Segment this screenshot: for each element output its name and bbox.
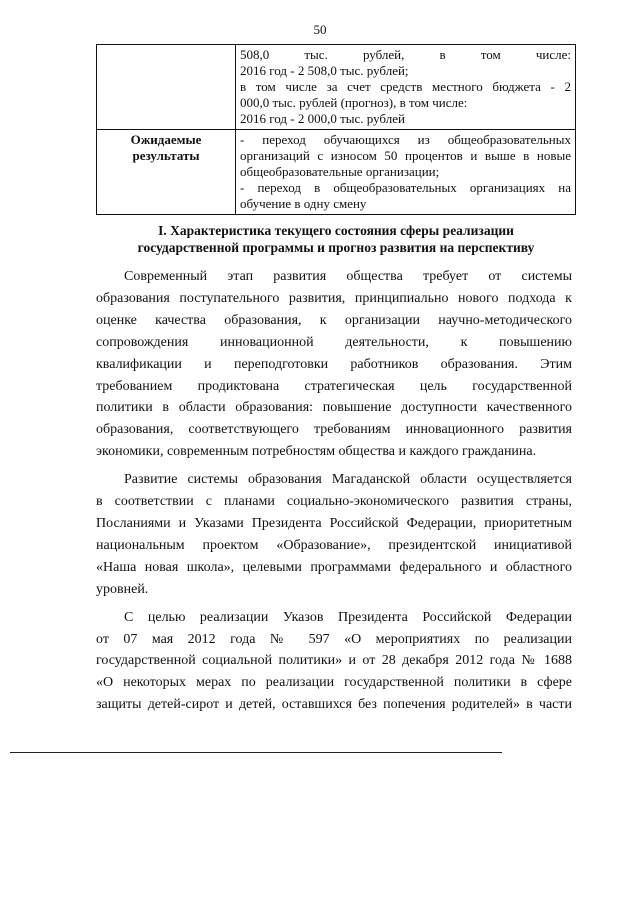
paragraph-line: «О некоторых мерах по реализации государственной политики в сфере bbox=[96, 675, 572, 691]
paragraph-line: образования, соответствующего требованиям инновационного развития bbox=[96, 422, 572, 438]
table-label-line: результаты bbox=[132, 148, 200, 163]
table-line: обучение в одну смену bbox=[240, 196, 367, 211]
table-line: 2016 год - 2 508,0 тыс. рублей; bbox=[240, 63, 409, 78]
paragraph-line: образования поступательного развития, принципиально нового подхода к bbox=[96, 290, 572, 306]
table-label-line: Ожидаемые bbox=[130, 132, 202, 147]
table-line: общеобразовательные организации; bbox=[240, 164, 440, 179]
program-summary-table bbox=[96, 44, 576, 215]
table-label-cell-empty bbox=[97, 45, 236, 130]
paragraph-line: национальным проектом «Образование», президентской инициативой bbox=[96, 537, 572, 553]
section-heading-line: государственной программы и прогноз развития на перспективу bbox=[137, 240, 535, 255]
table-line: - переход обучающихся из общеобразовательных bbox=[240, 132, 571, 147]
table-value-cell-funding bbox=[236, 45, 576, 130]
body-text bbox=[96, 266, 572, 722]
table-line: организаций с износом 50 процентов и выше в новые bbox=[240, 148, 571, 163]
table-row-funding bbox=[97, 45, 576, 130]
paragraph-line: квалификации и переподготовки работников образования. Этим bbox=[96, 356, 572, 372]
paragraph-line: защиты детей-сирот и детей, оставшихся без попечения родителей» в части bbox=[96, 697, 572, 713]
paragraph-line: оценке качества образования, к организации научно-методического bbox=[96, 312, 572, 328]
table-line: - переход в общеобразовательных организациях на bbox=[240, 180, 571, 195]
paragraph-line: в соответствии с планами социально-экономического развития страны, bbox=[96, 494, 572, 510]
paragraph-line: «Наша новая школа», целевыми программами федерального и областного bbox=[96, 559, 572, 575]
paragraph-2 bbox=[96, 469, 572, 600]
table-line: 508,0 тыс. рублей, в том числе: bbox=[240, 47, 571, 62]
table-value-cell-expected-results bbox=[236, 130, 576, 215]
paragraph-line: С целью реализации Указов Президента Российской Федерации bbox=[124, 609, 572, 625]
paragraph-3 bbox=[96, 607, 572, 717]
section-heading bbox=[96, 222, 576, 256]
table-line: 2016 год - 2 000,0 тыс. рублей bbox=[240, 111, 405, 126]
paragraph-line: требованием продиктована стратегическая цель государственной bbox=[96, 378, 572, 394]
table-line: в том числе за счет средств местного бюджета - 2 bbox=[240, 79, 571, 94]
paragraph-1 bbox=[96, 266, 572, 463]
page-number: 50 bbox=[313, 22, 327, 37]
footnote-separator-line bbox=[10, 752, 502, 753]
paragraph-line: Современный этап развития общества требует от системы bbox=[124, 269, 572, 284]
paragraph-line: Посланиями и Указами Президента Российской Федерации, приоритетным bbox=[96, 515, 572, 531]
paragraph-line: политики в области образования: повышение доступности качественного bbox=[96, 400, 572, 416]
paragraph-line: сопровождения инновационной деятельности, к повышению bbox=[96, 334, 572, 350]
paragraph-line: от 07 мая 2012 года № 597 «О мероприятиях по реализации bbox=[96, 631, 572, 647]
paragraph-line: Развитие системы образования Магаданской области осуществляется bbox=[124, 472, 572, 488]
table-line: 000,0 тыс. рублей (прогноз), в том числе: bbox=[240, 95, 468, 110]
table-label-cell-expected-results bbox=[97, 130, 236, 215]
paragraph-line: экономики, современным потребностям общества и каждого гражданина. bbox=[96, 444, 537, 460]
paragraph-line: государственной социальной политики» и от 28 декабря 2012 года № 1688 bbox=[96, 653, 572, 669]
section-heading-line: I. Характеристика текущего состояния сферы реализации bbox=[158, 223, 514, 238]
paragraph-line: уровней. bbox=[96, 581, 149, 597]
table-row-expected-results bbox=[97, 130, 576, 215]
